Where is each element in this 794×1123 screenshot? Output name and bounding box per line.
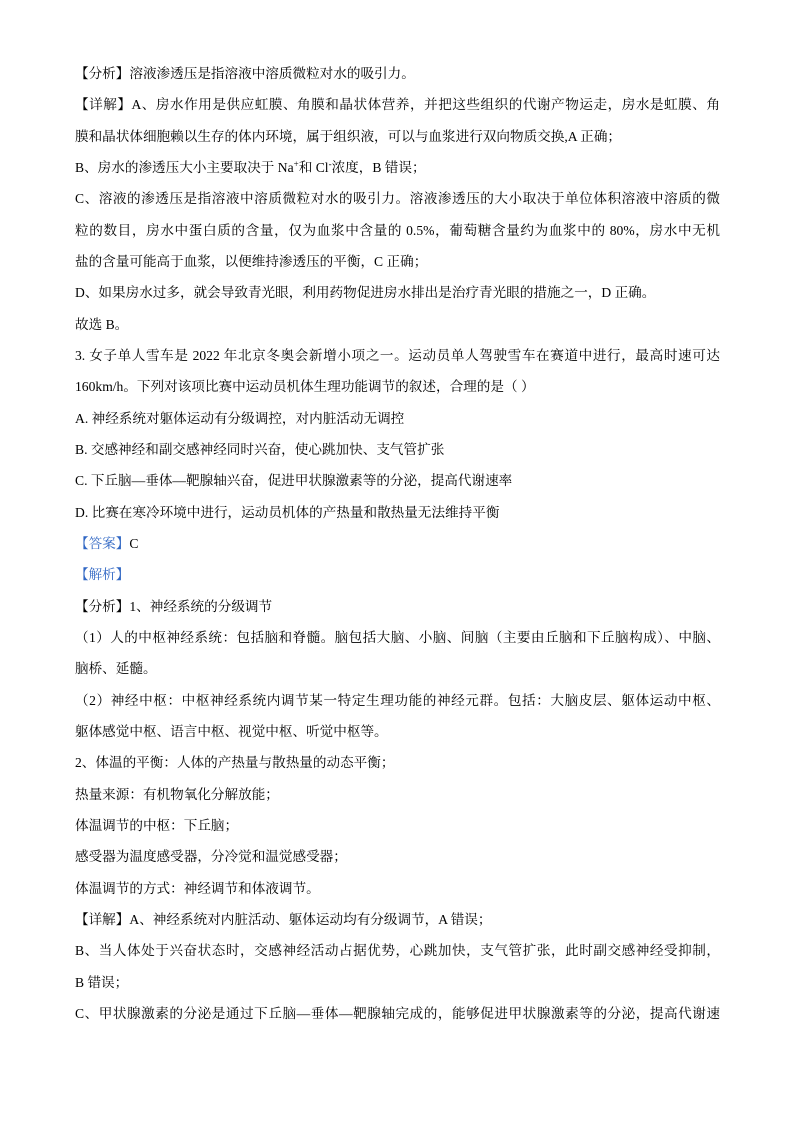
q3-analysis-line-2: （1）人的中枢神经系统：包括脑和脊髓。脑包括大脑、小脑、间脑（主要由丘脑和下丘脑构成）、中脑、 — [75, 629, 720, 645]
q2-analysis: 【分析】溶液渗透压是指溶液中溶质微粒对水的吸引力。 — [75, 66, 415, 81]
q2-detail-b-pre: B、房水的渗透压大小主要取决于 Na — [75, 159, 294, 175]
q3-detail-line-1: 【详解】A、神经系统对内脏活动、躯体运动均有分级调节，A 错误； — [75, 911, 492, 927]
q3-detail-line-2: B、当人体处于兴奋状态时，交感神经活动占据优势，心跳加快，支气管扩张，此时副交感神经受抑制， — [75, 943, 720, 959]
q3-answer-value: C — [129, 535, 139, 551]
q2-detail-d: D、如果房水过多，就会导致青光眼，利用药物促进房水排出是治疗青光眼的措施之一，D 正确。 — [75, 285, 656, 301]
q3-stem-line-2: 160km/h。下列对该项比赛中运动员机体生理功能调节的叙述，合理的是（ ） — [75, 379, 535, 395]
q3-analysis-line-4: （2）神经中枢：中枢神经系统内调节某一特定生理功能的神经元群。包括：大脑皮层、躯体运动中枢、 — [75, 692, 720, 708]
document-page — [75, 58, 720, 1029]
q2-detail-c-line-3: 盐的含量可能高于血浆，以便维持渗透压的平衡，C 正确； — [75, 253, 428, 269]
q2-detail-b — [75, 152, 720, 183]
q2-detail-a-line-2: 膜和晶状体细胞赖以生存的体内环境，属于组织液，可以与血浆进行双向物质交换,A 正确； — [75, 128, 622, 144]
q3-stem-line-1: 3. 女子单人雪车是 2022 年北京冬奥会新增小项之一。运动员单人驾驶雪车在赛道中进行，最高时速可达 — [75, 347, 720, 363]
q3-explanation-label: 【解析】 — [75, 567, 130, 583]
q2-detail-c-line-2: 粒的数目，房水中蛋白质的含量，仅为血浆中含量的 0.5%，葡萄糖含量约为血浆中的 80%，房水中无机 — [75, 222, 720, 238]
q3-analysis-line-5: 躯体感觉中枢、语言中枢、视觉中枢、听觉中枢等。 — [75, 723, 388, 739]
q2-detail-b-sup-minus: - — [328, 158, 332, 169]
q3-answer-label: 【答案】 — [75, 535, 130, 551]
q2-detail-b-mid: 和 Cl — [298, 159, 329, 175]
q3-detail-line-4: C、甲状腺激素的分泌是通过下丘脑—垂体—靶腺轴完成的，能够促进甲状腺激素等的分泌，提高代谢速 — [75, 1005, 720, 1021]
q3-analysis-line-9: 感受器为温度感受器，分冷觉和温觉感受器； — [75, 849, 347, 865]
q2-detail-b-sup-plus: + — [293, 158, 299, 169]
q3-option-b: B. 交感神经和副交感神经同时兴奋，使心跳加快、支气管扩张 — [75, 441, 445, 457]
q3-analysis-line-8: 体温调节的中枢：下丘脑； — [75, 817, 239, 833]
q2-conclusion: 故选 B。 — [75, 316, 129, 332]
q2-detail-b-post: 浓度，B 错误； — [331, 159, 426, 175]
q3-analysis-line-1: 【分析】1、神经系统的分级调节 — [75, 598, 273, 614]
q3-analysis-line-10: 体温调节的方式：神经调节和体液调节。 — [75, 880, 320, 896]
q3-detail-line-3: B 错误； — [75, 974, 129, 990]
q2-detail-a-line-1: 【详解】A、房水作用是供应虹膜、角膜和晶状体营养，并把这些组织的代谢产物运走，房水是虹膜、角 — [75, 97, 720, 113]
q3-analysis-line-6: 2、体温的平衡：人体的产热量与散热量的动态平衡； — [75, 755, 395, 771]
q3-option-d: D. 比赛在寒冷环境中进行，运动员机体的产热量和散热量无法维持平衡 — [75, 504, 500, 520]
q3-option-c: C. 下丘脑—垂体—靶腺轴兴奋，促进甲状腺激素等的分泌，提高代谢速率 — [75, 473, 513, 489]
q3-option-a: A. 神经系统对躯体运动有分级调控，对内脏活动无调控 — [75, 410, 405, 426]
q3-answer — [75, 528, 720, 559]
q2-detail-c-line-1: C、溶液的渗透压是指溶液中溶质微粒对水的吸引力。溶液渗透压的大小取决于单位体积溶液中溶质的微 — [75, 191, 720, 207]
q3-analysis-line-7: 热量来源：有机物氧化分解放能； — [75, 786, 279, 802]
q3-analysis-line-3: 脑桥、延髓。 — [75, 661, 157, 677]
